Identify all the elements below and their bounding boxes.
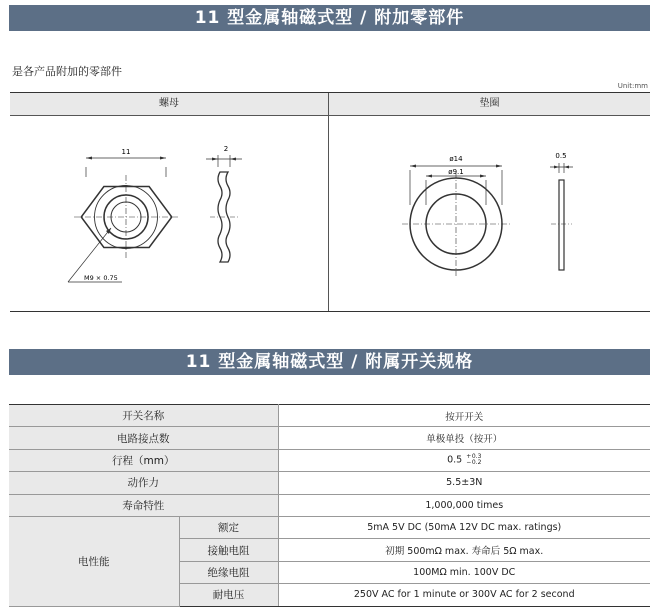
spec-label: 行程（mm）	[9, 449, 278, 471]
stroke-tolerance: + 0.3 − 0.2	[466, 453, 482, 467]
spec-value: 按开开关	[278, 405, 650, 427]
stroke-value-cell	[278, 449, 650, 471]
spec-label: 额定	[179, 516, 278, 538]
nut-drawing	[10, 115, 328, 311]
spec-label: 电路接点数	[9, 427, 278, 449]
spec-value: 0.5	[447, 454, 463, 466]
spec-row	[9, 516, 650, 538]
section2-title: 11 型金属轴磁式型 / 附属开关规格	[9, 349, 650, 375]
nut-width-dim: 11	[121, 148, 131, 156]
accessory-table	[10, 92, 650, 312]
parts-subtitle: 是各产品附加的零部件	[12, 65, 122, 78]
spec-value: 单极单投（按开）	[278, 427, 650, 449]
spec-row	[9, 427, 650, 449]
washer-inner-dia: ø9.1	[448, 168, 464, 176]
washer-header: 垫圈	[329, 93, 650, 116]
spec-row	[9, 449, 650, 471]
spec-value: 100MΩ min. 100V DC	[278, 561, 650, 583]
spec-value: 5mA 5V DC (50mA 12V DC max. ratings)	[278, 516, 650, 538]
spec-table	[9, 404, 650, 607]
washer-drawing	[329, 115, 650, 311]
tolerance-plus: 0.3	[471, 453, 482, 461]
washer-outer-dia: ø14	[449, 155, 463, 163]
spec-value: 250V AC for 1 minute or 300V AC for 2 second	[278, 584, 650, 606]
unit-label: Unit:mm	[617, 82, 648, 90]
spec-label: 动作力	[9, 472, 278, 494]
electrical-group-label: 电性能	[9, 516, 179, 606]
nut-thickness-dim: 2	[223, 145, 229, 153]
nut-header: 螺母	[10, 93, 328, 116]
washer-thickness-dim: 0.5	[555, 152, 567, 160]
spec-value: 5.5±3N	[278, 472, 650, 494]
spec-row	[9, 494, 650, 516]
spec-label: 开关名称	[9, 405, 278, 427]
spec-row	[9, 472, 650, 494]
spec-label: 耐电压	[179, 584, 278, 606]
spec-label: 绝缘电阻	[179, 561, 278, 583]
spec-value: 初期 500mΩ max. 寿命后 5Ω max.	[278, 539, 650, 561]
tolerance-minus: 0.2	[471, 459, 482, 467]
section1-title: 11 型金属轴磁式型 / 附加零部件	[9, 5, 650, 31]
spec-label: 寿命特性	[9, 494, 278, 516]
spec-row	[9, 405, 650, 427]
spec-label: 接触电阻	[179, 539, 278, 561]
spec-value: 1,000,000 times	[278, 494, 650, 516]
nut-thread-label: M9 × 0.75	[84, 274, 118, 282]
